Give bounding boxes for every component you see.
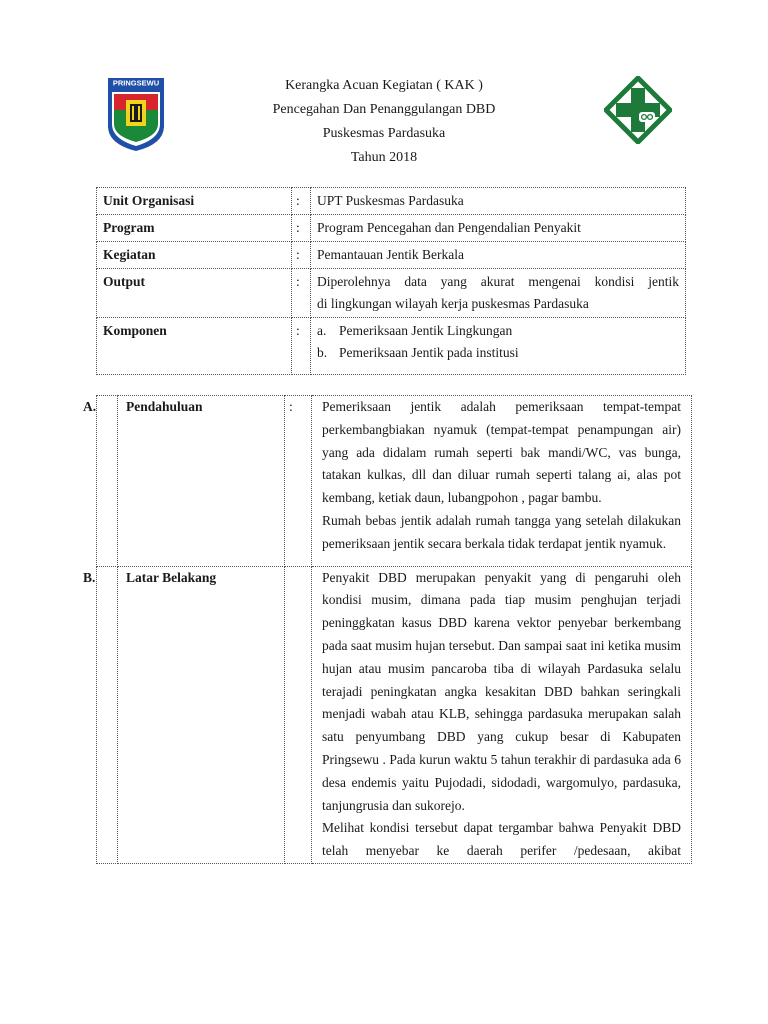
output-label: Output: [97, 269, 292, 318]
section-pendahuluan: [97, 396, 692, 567]
output-line-1: Diperolehnya data yang akurat mengenai kondisi jentik: [317, 274, 679, 289]
section-letter: A.: [97, 396, 118, 567]
pringsewu-logo-text: PRINGSEWU: [112, 78, 160, 88]
paragraph: Penyakit DBD merupakan penyakit yang di pengaruhi oleh kondisi musim, dimana pada tiap musim penghujan terjadi peninggkatan kasus DBD karena vektor penyebar berkembang pada saat musim hujan tersebut. Dan sampai saat ini ketika musim hujan atau musim pancaroba tiba di wilayah Pardasuka selalu terajadi peningkatan angka kesakitan DBD bahkan seringkali menjadi wabah atau KLB, sehingga pardasuka merupakan salah satu penyumbang DBD yang cukup besar di Kabupaten Pringsewu . Pada kurun waktu 5 tahun terakhir di pardasuka ada 6 desa endemis yaitu Pujodadi, sidodadi, wargomulyo, pardasuka, tanjungrusia dan sukorejo.: [322, 569, 681, 813]
header-subtitle: Pencegahan Dan Penanggulangan DBD: [272, 102, 496, 117]
paragraph: Melihat kondisi tersebut dapat tergambar bahwa Penyakit DBD telah menyebar ke daerah perifer /pedesaan, akibat: [322, 820, 681, 859]
section-latar-belakang: [97, 566, 692, 863]
row-unit: [97, 188, 686, 215]
document-header: [200, 74, 568, 170]
pringsewu-logo: [104, 76, 168, 152]
colon: :: [292, 215, 311, 242]
header-year: Tahun 2018: [350, 150, 418, 165]
program-label: Program: [97, 215, 292, 242]
colon: :: [285, 396, 312, 567]
paragraph: Rumah bebas jentik adalah rumah tangga yang setelah dilakukan pemeriksaan jentik secara berkala tidak terdapat jentik nyamuk.: [322, 512, 681, 551]
section-letter: B.: [97, 566, 118, 863]
header-institution: Puskesmas Pardasuka: [322, 126, 446, 141]
komponen-item-mark: b.: [317, 345, 328, 360]
puskesmas-logo: [604, 76, 672, 144]
output-line-2: di lingkungan wilayah kerja puskesmas Pardasuka: [317, 296, 589, 311]
section-body: [312, 566, 692, 863]
section-body: [312, 396, 692, 567]
section-title: Pendahuluan: [118, 396, 285, 567]
komponen-item-text: Pemeriksaan Jentik pada institusi: [339, 345, 519, 360]
section-title: Latar Belakang: [118, 566, 285, 863]
colon: :: [292, 269, 311, 318]
colon: :: [292, 318, 311, 375]
row-komponen: [97, 318, 686, 375]
colon: :: [292, 242, 311, 269]
unit-value: UPT Puskesmas Pardasuka: [311, 188, 686, 215]
info-table: [96, 187, 686, 375]
komponen-label: Komponen: [97, 318, 292, 375]
komponen-item: [317, 342, 679, 364]
komponen-item-text: Pemeriksaan Jentik Lingkungan: [339, 323, 513, 338]
unit-label: Unit Organisasi: [97, 188, 292, 215]
sections-table: [83, 395, 692, 864]
colon: [285, 566, 312, 863]
kegiatan-label: Kegiatan: [97, 242, 292, 269]
kegiatan-value: Pemantauan Jentik Berkala: [311, 242, 686, 269]
header-title: Kerangka Acuan Kegiatan ( KAK ): [285, 78, 483, 93]
paragraph: Pemeriksaan jentik adalah pemeriksaan tempat-tempat perkembangbiakan nyamuk (tempat-tempat penampungan air) yang ada didalam rumah seperti bak mandi/WC, vas bunga, tatakan kulkas, dll dan diluar rumah seperti talang ai, alas pot kembang, ketiak daun, lubangpohon , pagar bambu.: [322, 399, 681, 506]
row-program: [97, 215, 686, 242]
row-kegiatan: [97, 242, 686, 269]
komponen-item: [317, 320, 679, 342]
komponen-item-mark: a.: [317, 323, 327, 338]
row-output: [97, 269, 686, 318]
program-value: Program Pencegahan dan Pengendalian Penyakit: [311, 215, 686, 242]
output-value: [311, 269, 686, 318]
colon: :: [292, 188, 311, 215]
komponen-value: [311, 318, 686, 375]
